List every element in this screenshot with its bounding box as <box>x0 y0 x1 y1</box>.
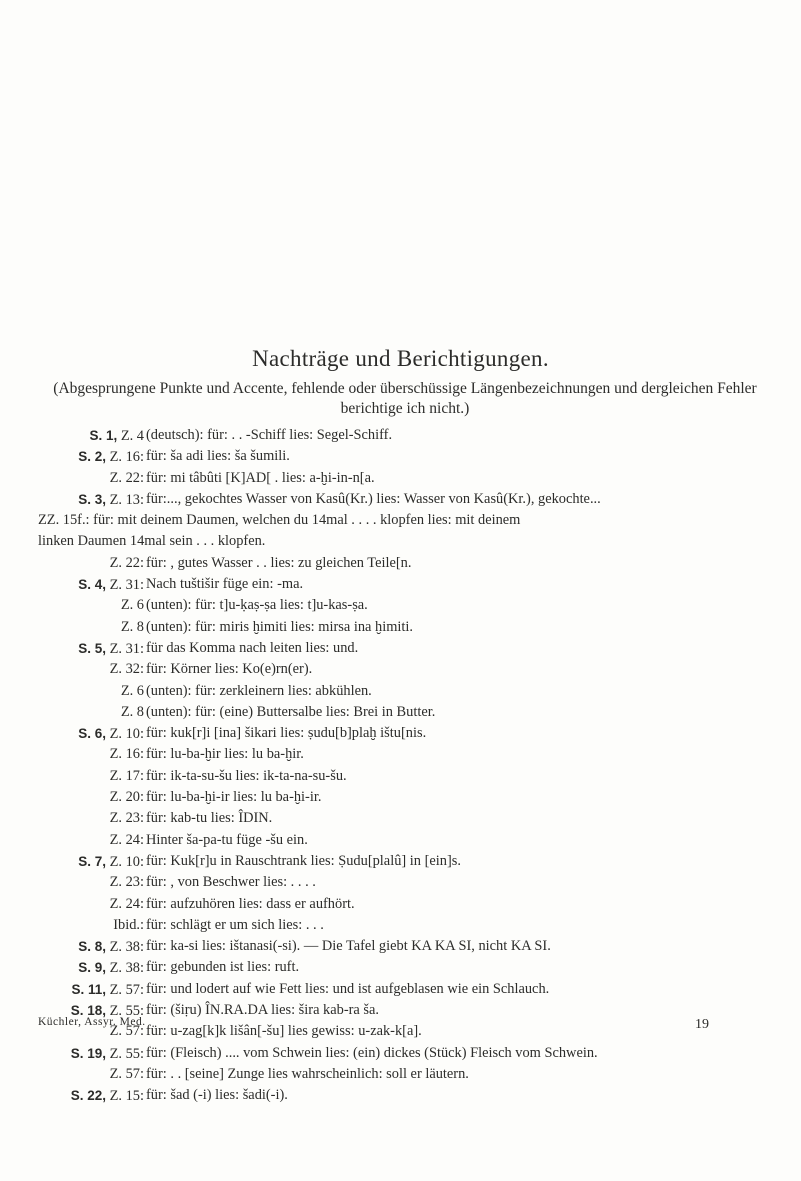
intro-note: (Abgesprungene Punkte und Accente, fehlende oder überschüssige Längenbezeichnungen und dergleichen Fehler berichtige ich nicht.) <box>53 380 757 417</box>
line-ref: Z. 20: <box>109 789 144 806</box>
page-ref: S. 9, <box>78 960 107 976</box>
correction-entry <box>38 574 778 595</box>
page-ref: S. 18, <box>70 1003 107 1019</box>
entry-text: für: ka-si lies: ištanasi(-si). — Die Tafel giebt KA KA SI, nicht KA SI. <box>146 938 551 955</box>
correction-entry <box>38 1085 778 1106</box>
correction-entry <box>38 659 778 680</box>
entry-reference <box>38 723 144 745</box>
entry-text: für: lu-ba-ḫir lies: lu ba-ḫir. <box>146 746 304 763</box>
page-number: 19 <box>695 1017 709 1032</box>
entry-reference <box>38 681 144 702</box>
line-ref: Z. 22: <box>109 469 144 486</box>
entry-reference <box>38 808 144 829</box>
page-ref: S. 2, <box>78 449 107 465</box>
page-ref: S. 4, <box>78 577 107 593</box>
correction-entry <box>38 957 778 978</box>
entry-text: für: kab-tu lies: ÎDIN. <box>146 810 273 827</box>
entry-text: (unten): für: zerkleinern lies: abkühlen. <box>146 682 372 699</box>
entry-reference <box>38 936 144 958</box>
correction-entry <box>38 979 778 1000</box>
entry-text: für: kuk[r]i [ina] šikari lies: ṣudu[b]plaḫ ištu[nis. <box>146 725 427 742</box>
entry-text: für: . . [seine] Zunge lies wahrscheinlich: soll er läutern. <box>146 1065 469 1082</box>
entry-reference <box>38 1043 144 1065</box>
entry-reference <box>38 468 144 489</box>
entry-text: für: (Fleisch) .... vom Schwein lies: (ein) dickes (Stück) Fleisch vom Schwein. <box>146 1044 598 1061</box>
entry-reference <box>38 617 144 638</box>
entry-text: für: ik-ta-su-šu lies: ik-ta-na-su-šu. <box>146 767 347 784</box>
entry-text: Nach tuštišir füge ein: -ma. <box>146 576 304 593</box>
entry-reference <box>38 744 144 765</box>
correction-entry <box>38 489 778 510</box>
line-ref: Z. 38: <box>109 960 144 977</box>
line-ref: Z. 13: <box>109 491 144 508</box>
entry-text: (unten): für: miris ḫimiti lies: mirsa ina ḫimiti. <box>146 618 413 635</box>
entry-reference <box>38 574 144 596</box>
page-ref: S. 6, <box>78 726 107 742</box>
correction-entry <box>38 723 778 744</box>
entry-reference <box>38 915 144 936</box>
page-ref: S. 22, <box>70 1088 107 1104</box>
page-ref: S. 8, <box>78 939 107 955</box>
correction-entry <box>38 468 778 489</box>
correction-entry <box>38 510 778 531</box>
correction-entry <box>38 595 778 616</box>
line-ref: Z. 8 <box>120 703 144 720</box>
correction-entry <box>38 851 778 872</box>
corrections-list <box>38 425 778 1107</box>
entry-reference <box>38 830 144 851</box>
correction-entry <box>38 787 778 808</box>
entry-reference <box>38 957 144 979</box>
entry-text: für: (šiṛu) ÎN.RA.DA lies: šira kab-ra ša. <box>146 1002 379 1019</box>
entry-text: für: schlägt er um sich lies: . . . <box>146 916 324 933</box>
entry-reference <box>38 1064 144 1085</box>
line-ref: Z. 23: <box>109 874 144 891</box>
line-ref: Z. 23: <box>109 810 144 827</box>
page-ref: S. 5, <box>78 640 107 656</box>
entry-reference <box>38 894 144 915</box>
line-ref: Z. 55: <box>109 1045 144 1062</box>
line-ref: Z. 15: <box>109 1088 144 1105</box>
correction-entry <box>38 936 778 957</box>
footer-author: Küchler, Assyr. Med. <box>38 1016 146 1028</box>
entry-reference <box>38 872 144 893</box>
correction-entry <box>38 744 778 765</box>
line-ref: Z. 24: <box>109 831 144 848</box>
line-ref: Z. 31: <box>109 577 144 594</box>
entry-text: für: šad (-i) lies: šadi(-i). <box>146 1087 288 1104</box>
entry-reference <box>38 851 144 873</box>
page-title: Nachträge und Berichtigungen. <box>252 346 549 371</box>
correction-entry <box>38 894 778 915</box>
page-ref: S. 3, <box>78 491 107 507</box>
line-ref: Z. 4 <box>120 428 144 444</box>
correction-entry <box>38 830 778 851</box>
entry-text: (deutsch): für: . . -Schiff lies: Segel-Schiff. <box>146 427 393 443</box>
line-ref: Z. 38: <box>109 939 144 956</box>
line-ref: Z. 24: <box>109 895 144 912</box>
entry-reference <box>38 1085 144 1107</box>
line-ref: Z. 16: <box>109 449 144 466</box>
entry-text: Hinter ša-pa-tu füge -šu ein. <box>146 831 308 848</box>
entry-reference <box>38 425 144 447</box>
entry-reference <box>38 979 144 1001</box>
line-ref: Ibid.: <box>113 916 144 933</box>
line-ref: Z. 22: <box>109 554 144 571</box>
correction-entry <box>38 531 778 552</box>
line-ref: Z. 57: <box>109 981 144 998</box>
entry-reference <box>38 553 144 574</box>
entry-text: für: gebunden ist lies: ruft. <box>146 959 300 976</box>
correction-entry <box>38 638 778 659</box>
entry-text: ZZ. 15f.: für: mit deinem Daumen, welchen du 14mal . . . . klopfen lies: mit deinem <box>38 512 521 529</box>
line-ref: Z. 57: <box>109 1065 144 1082</box>
correction-entry <box>38 446 778 467</box>
line-ref: Z. 6 <box>120 682 144 699</box>
line-ref: Z. 10: <box>109 726 144 743</box>
line-ref: Z. 10: <box>109 853 144 870</box>
entry-text: für: u-zag[k]k lišân[-šu] lies gewiss: u-zak-k[a]. <box>146 1023 422 1040</box>
entry-reference <box>38 595 144 616</box>
entry-text: für: , gutes Wasser . . lies: zu gleichen Teile[n. <box>146 554 412 571</box>
correction-entry <box>38 1043 778 1064</box>
line-ref: Z. 16: <box>109 746 144 763</box>
entry-text: für: Körner lies: Ko(e)rn(er). <box>146 661 313 678</box>
entry-reference <box>38 766 144 787</box>
line-ref: Z. 31: <box>109 640 144 657</box>
entry-text: linken Daumen 14mal sein . . . klopfen. <box>38 533 266 550</box>
entry-text: für: mi tâbûti [K]AD[ . lies: a-ḫi-in-n[a. <box>146 469 375 486</box>
entry-text: für: Kuk[r]u in Rauschtrank lies: Ṣudu[plalû] in [ein]s. <box>146 852 461 869</box>
entry-reference <box>38 489 144 511</box>
line-ref: Z. 55: <box>109 1003 144 1020</box>
correction-entry <box>38 425 778 446</box>
correction-entry <box>38 681 778 702</box>
line-ref: Z. 17: <box>109 767 144 784</box>
entry-reference <box>38 659 144 680</box>
entry-text: für: ša adi lies: ša šumili. <box>146 448 290 465</box>
page-ref: S. 19, <box>70 1045 107 1061</box>
entry-reference <box>38 446 144 468</box>
correction-entry <box>38 766 778 787</box>
correction-entry <box>38 872 778 893</box>
entry-text: für das Komma nach leiten lies: und. <box>146 639 359 656</box>
entry-reference <box>38 787 144 808</box>
line-ref: Z. 6 <box>120 597 144 614</box>
entry-text: (unten): für: t]u-ḳaṣ-ṣa lies: t]u-kas-ṣa. <box>146 597 368 614</box>
correction-entry <box>38 1064 778 1085</box>
correction-entry <box>38 702 778 723</box>
page-ref: S. 1, <box>89 428 118 443</box>
entry-text: für: lu-ba-ḫi-ir lies: lu ba-ḫi-ir. <box>146 789 322 806</box>
line-ref: Z. 32: <box>109 661 144 678</box>
entry-text: für:..., gekochtes Wasser von Kasû(Kr.) lies: Wasser von Kasû(Kr.), gekochte... <box>146 490 601 507</box>
entry-reference <box>38 702 144 723</box>
correction-entry <box>38 617 778 638</box>
entry-text: (unten): für: (eine) Buttersalbe lies: Brei in Butter. <box>146 703 436 720</box>
entry-text: für: aufzuhören lies: dass er aufhört. <box>146 895 355 912</box>
correction-entry <box>38 915 778 936</box>
entry-text: für: , von Beschwer lies: . . . . <box>146 874 316 891</box>
line-ref: Z. 57: <box>109 1023 144 1040</box>
line-ref: Z. 8 <box>120 618 144 635</box>
entry-text: für: und lodert auf wie Fett lies: und ist aufgeblasen wie ein Schlauch. <box>146 980 550 997</box>
correction-entry <box>38 808 778 829</box>
entry-reference <box>38 638 144 660</box>
page-ref: S. 7, <box>78 853 107 869</box>
page-ref: S. 11, <box>71 981 107 997</box>
correction-entry <box>38 553 778 574</box>
